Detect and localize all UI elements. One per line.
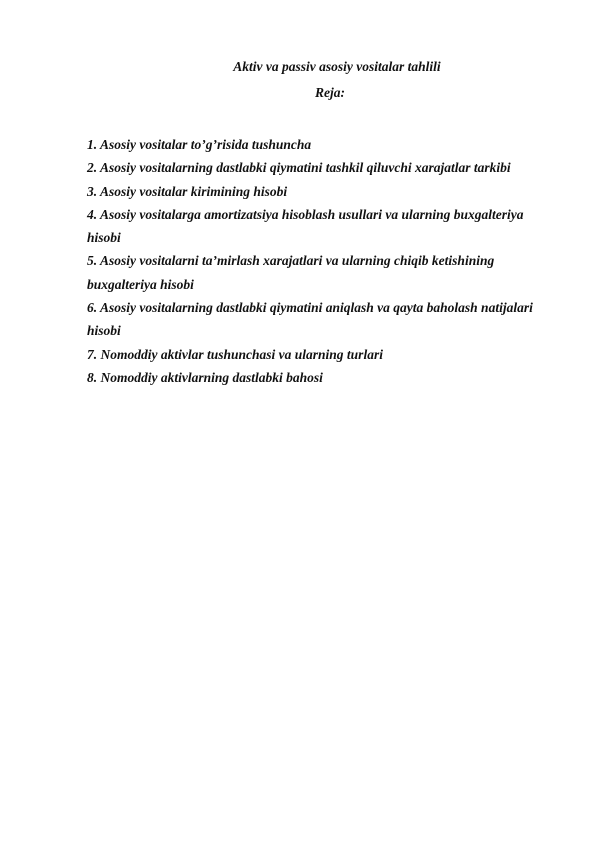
plan-list <box>87 133 557 389</box>
plan-item-4: 4. Asosiy vositalarga amortizatsiya hisoblash usullari va ularning buxgalteriya hisobi <box>87 206 524 246</box>
plan-item-6: 6. Asosiy vositalarning dastlabki qiymatini aniqlash va qayta baholash natijalari hisobi <box>87 300 533 339</box>
plan-item-2: 2. Asosiy vositalarning dastlabki qiymatini tashkil qiluvchi xarajatlar tarkibi <box>87 160 511 176</box>
plan-heading: Reja: <box>315 85 345 100</box>
document-title: Aktiv va passiv asosiy vositalar tahlili <box>233 59 441 74</box>
plan-item-3: 3. Asosiy vositalar kirimining hisobi <box>87 183 288 199</box>
plan-item-8: 8. Nomoddiy aktivlarning dastlabki bahosi <box>87 369 323 385</box>
plan-item-1: 1. Asosiy vositalar to’g’risida tushuncha <box>87 137 312 152</box>
plan-item-5: 5. Asosiy vositalarni ta’mirlash xarajatlari va ularning chiqib ketishining buxgalteriya hisobi <box>87 253 495 292</box>
plan-item-7: 7. Nomoddiy aktivlar tushunchasi va ularning turlari <box>87 346 383 362</box>
